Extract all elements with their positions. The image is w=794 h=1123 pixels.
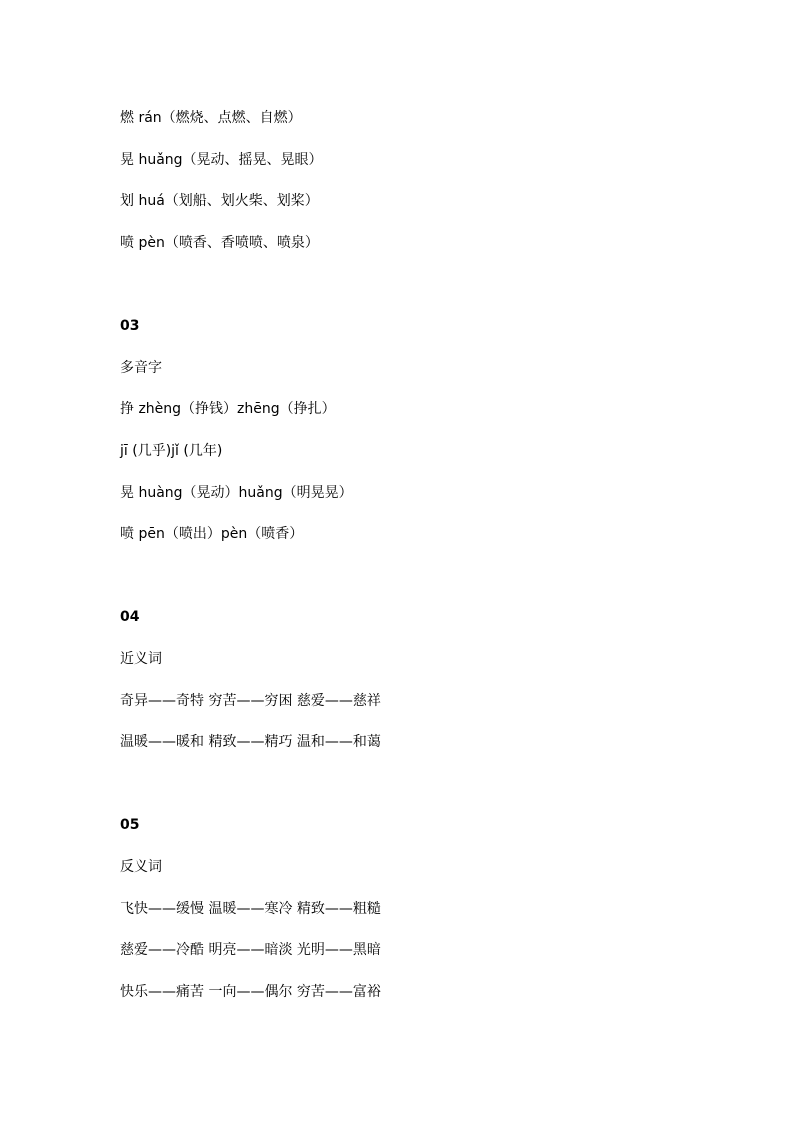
text-line: 晃 huǎng（晃动、摇晃、晃眼） bbox=[120, 152, 323, 168]
section-title: 近义词 bbox=[120, 651, 162, 667]
text-line: 挣 zhèng（挣钱）zhēng（挣扎） bbox=[120, 401, 336, 417]
text-line: 温暖——暖和 精致——精巧 温和——和蔼 bbox=[120, 734, 381, 750]
text-line: 飞快——缓慢 温暖——寒冷 精致——粗糙 bbox=[120, 901, 381, 917]
text-line: 慈爱——冷酷 明亮——暗淡 光明——黑暗 bbox=[120, 942, 381, 958]
section-number: 04 bbox=[120, 609, 140, 625]
text-line: jī (几乎)jǐ (几年) bbox=[120, 443, 223, 459]
text-line: 划 huá（划船、划火柴、划桨） bbox=[120, 193, 319, 209]
section-title: 反义词 bbox=[120, 859, 162, 875]
text-line: 燃 rán（燃烧、点燃、自燃） bbox=[120, 110, 302, 126]
section-number: 03 bbox=[120, 318, 140, 334]
text-line: 奇异——奇特 穷苦——穷困 慈爱——慈祥 bbox=[120, 693, 381, 709]
section-title: 多音字 bbox=[120, 360, 162, 376]
text-line: 晃 huàng（晃动）huǎng（明晃晃） bbox=[120, 485, 353, 501]
text-line: 喷 pèn（喷香、香喷喷、喷泉） bbox=[120, 235, 319, 251]
text-line: 喷 pēn（喷出）pèn（喷香） bbox=[120, 526, 304, 542]
section-number: 05 bbox=[120, 817, 140, 833]
text-line: 快乐——痛苦 一向——偶尔 穷苦——富裕 bbox=[120, 984, 381, 1000]
